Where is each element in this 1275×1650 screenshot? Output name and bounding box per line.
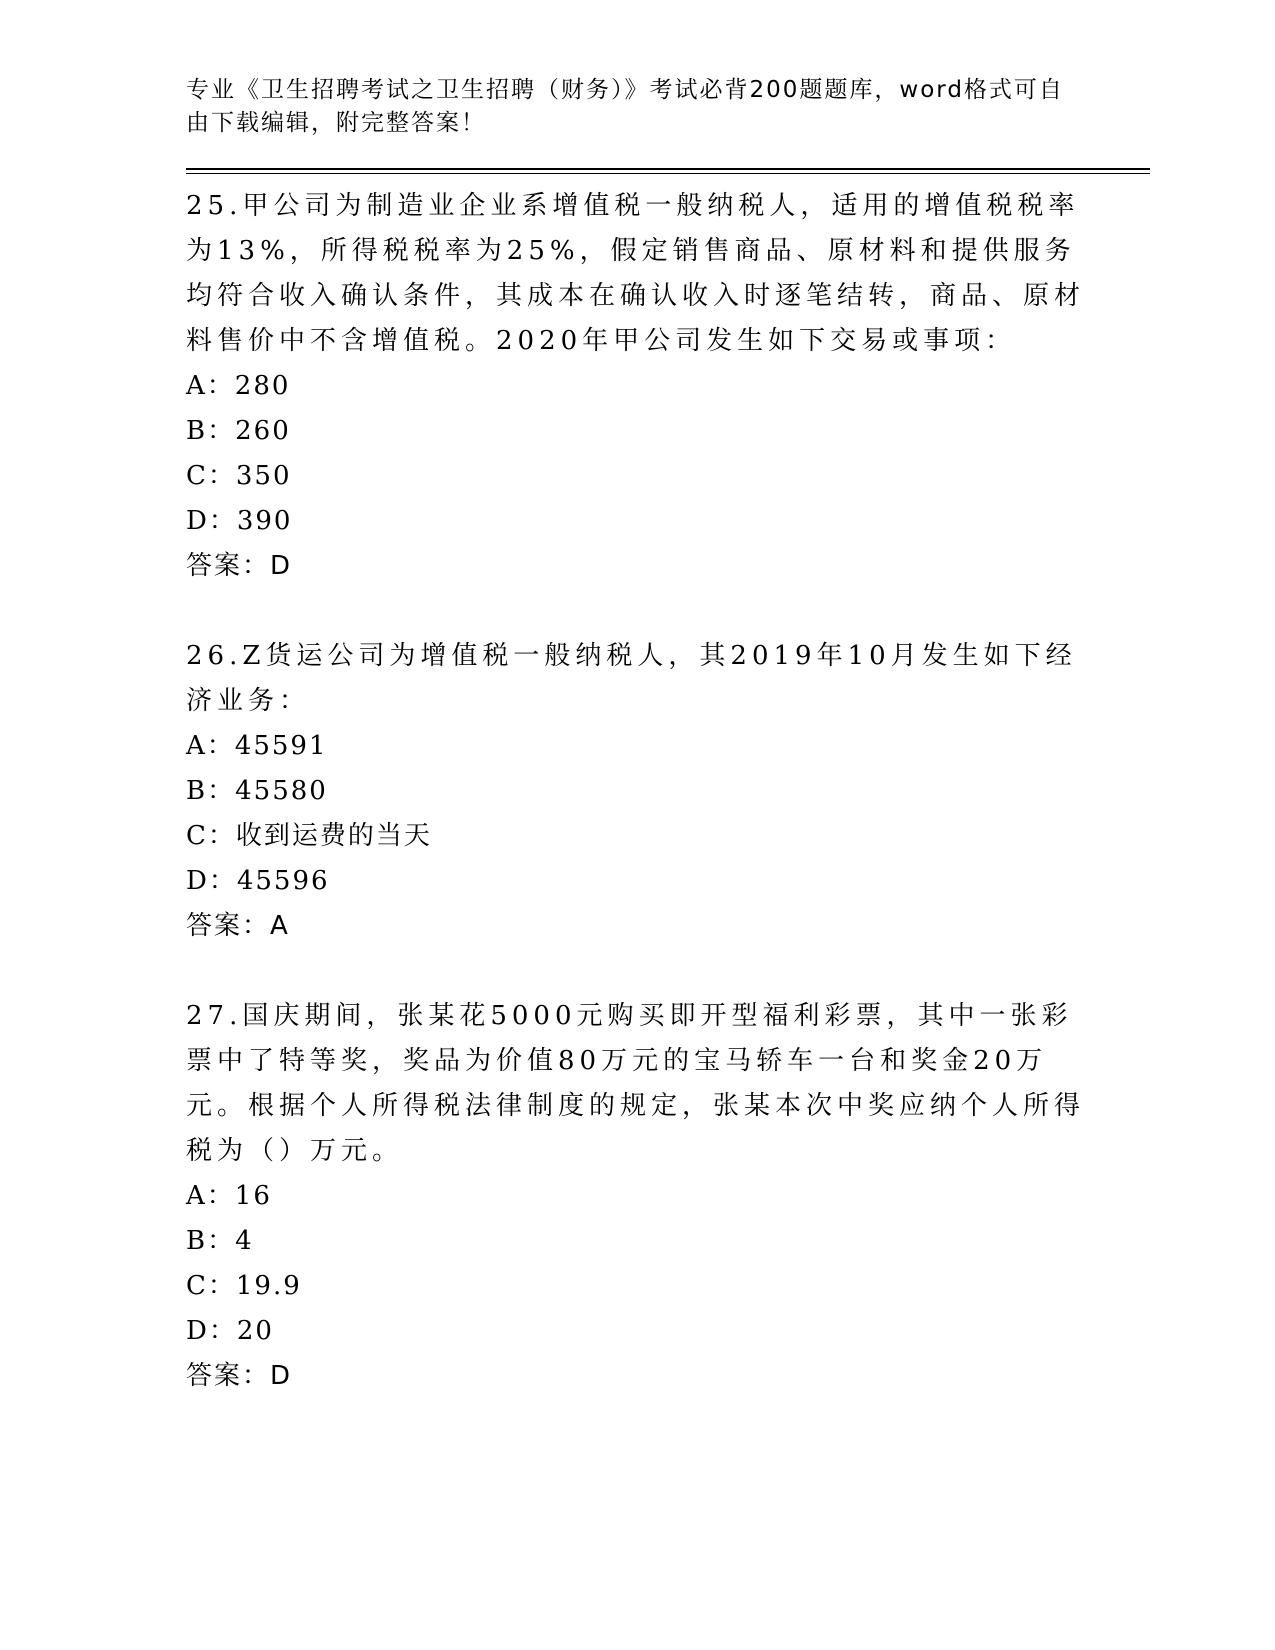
option-c: C：收到运费的当天: [186, 821, 432, 851]
option-a: A：280: [186, 371, 291, 401]
option-d: D：390: [186, 506, 293, 536]
answer: 答案：D: [186, 1361, 293, 1391]
option-a: A：16: [186, 1181, 272, 1211]
answer: 答案：D: [186, 551, 293, 581]
header-divider: [186, 168, 1150, 174]
question-27: [186, 994, 1150, 1399]
question-text: 25.甲公司为制造业企业系增值税一般纳税人，适用的增值税税率为13%，所得税税率为25%，假定销售商品、原材料和提供服务均符合收入确认条件，其成本在确认收入时逐笔结转，商品、原材料售价中不含增值税。2020年甲公司发生如下交易或事项：: [186, 191, 1086, 356]
option-a: A：45591: [186, 731, 328, 761]
option-b: B：260: [186, 416, 291, 446]
document-header: 专业《卫生招聘考试之卫生招聘（财务）》考试必背200题题库，word格式可自由下载编辑，附完整答案！: [186, 77, 1064, 136]
document-page: [186, 74, 1150, 1399]
answer: 答案：A: [186, 911, 290, 941]
option-d: D：20: [186, 1316, 274, 1346]
question-text: 27.国庆期间，张某花5000元购买即开型福利彩票，其中一张彩票中了特等奖，奖品为价值80万元的宝马轿车一台和奖金20万元。根据个人所得税法律制度的规定，张某本次中奖应纳个人所得税为（）万元。: [186, 1001, 1086, 1166]
option-b: B：45580: [186, 776, 328, 806]
question-text: 26.Z货运公司为增值税一般纳税人，其2019年10月发生如下经济业务：: [186, 641, 1077, 716]
question-26: [186, 634, 1150, 949]
option-d: D：45596: [186, 866, 330, 896]
option-c: C：350: [186, 461, 292, 491]
question-25: [186, 184, 1150, 589]
option-b: B：4: [186, 1226, 254, 1256]
option-c: C：19.9: [186, 1271, 302, 1301]
